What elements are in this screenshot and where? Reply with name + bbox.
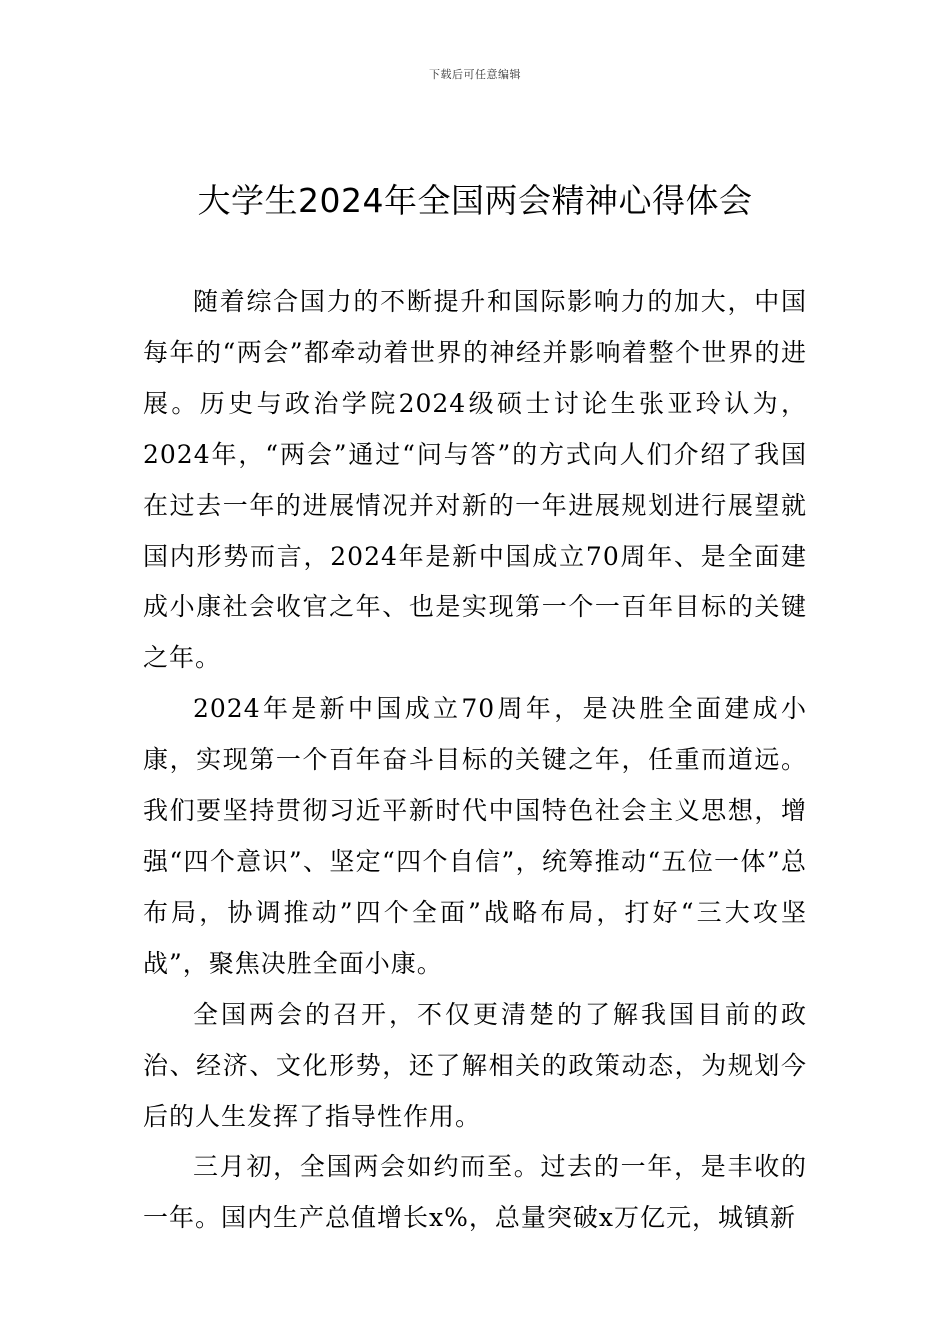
header-note: 下载后可任意编辑 (429, 68, 521, 81)
paragraph-2: 2024年是新中国成立70周年，是决胜全面建成小康，实现第一个百年奋斗目标的关键之年，任重而道远。我们要坚持贯彻习近平新时代中国特色社会主义思想，增强“四个意识”、坚定“四个自信”，统筹推动“五位一体”总布局，协调推动”四个全面”战略布局，打好“三大攻坚战”，聚焦决胜全面小康。 (143, 694, 807, 978)
paragraph-3: 全国两会的召开，不仅更清楚的了解我国目前的政治、经济、文化形势，还了解相关的政策动态，为规划今后的人生发挥了指导性作用。 (143, 999, 807, 1131)
paragraph-1: 随着综合国力的不断提升和国际影响力的加大，中国每年的“两会”都牵动着世界的神经并影响着整个世界的进展。历史与政治学院2024级硕士讨论生张亚玲认为，2024年，“两会”通过“问与答”的方式向人们介绍了我国在过去一年的进展情况并对新的一年进展规划进行展望就国内形势而言，2024年是新中国成立70周年、是全面建成小康社会收官之年、也是实现第一个一百年目标的关键之年。 (143, 287, 807, 673)
document-body (143, 277, 807, 1244)
paragraph-4: 三月初，全国两会如约而至。过去的一年，是丰收的一年。国内生产总值增长x%，总量突破x万亿元，城镇新 (143, 1152, 807, 1233)
document-title: 大学生2024年全国两会精神心得体会 (197, 181, 753, 220)
